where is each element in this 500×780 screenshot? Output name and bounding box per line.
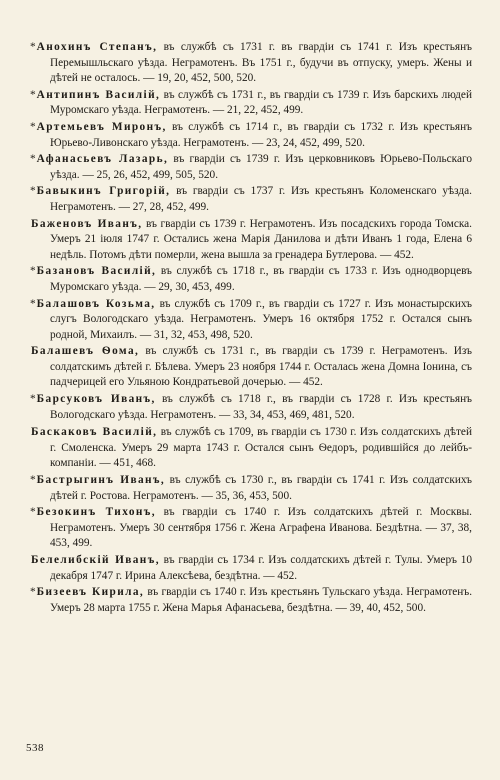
- entry-bazhenov: [30, 217, 472, 264]
- entry-balashev: [30, 344, 472, 391]
- entry-bezokin: [30, 505, 472, 552]
- entry-star-marker: *: [30, 120, 36, 133]
- entry-star-marker: *: [30, 586, 36, 599]
- entry-name: Белелибскій Иванъ,: [31, 554, 160, 566]
- entry-list: [30, 40, 472, 617]
- entry-star-marker: *: [30, 297, 36, 310]
- entry-name: Барсуковъ Иванъ,: [36, 393, 156, 406]
- entry-name: Баженовъ Иванъ,: [31, 217, 143, 230]
- entry-name: Бастрыгинъ Иванъ,: [36, 474, 166, 487]
- entry-star-marker: *: [30, 88, 36, 101]
- entry-bastrygin: [30, 473, 472, 504]
- page-number: 538: [26, 742, 44, 754]
- entry-barsukov: [30, 392, 472, 423]
- entry-text: въ гвардіи съ 1740 г. Изъ крестьянъ Тульскаго уѣзда. Неграмотенъ. Умеръ 28 марта 1755 г. Жена Марья Афанасьева, бездѣтна. — 39, 40, 452, 500.: [50, 586, 473, 614]
- entry-balashov: [30, 297, 472, 344]
- entry-text: въ службѣ съ 1709, въ гвардіи съ 1730 г. Изъ солдатскихъ дѣтей г. Смоленска. Умеръ 29 марта 1743 г. Остался сынъ Ѳедоръ, родившійся до лейбъ-компаніи. — 451, 468.: [50, 426, 472, 470]
- entry-name: Бавыкинъ Григорій,: [36, 185, 171, 198]
- entry-name: Артемьевъ Миронъ,: [36, 120, 167, 133]
- entry-bazanov: [30, 264, 472, 295]
- entry-name: Безокинъ Тихонъ,: [36, 506, 156, 519]
- entry-star-marker: *: [30, 265, 36, 278]
- entry-text: въ службѣ съ 1731 г., въ гвардіи съ 1739 г. Изъ барскихъ людей Муромскаго уѣзда. Неграмотенъ. — 21, 22, 452, 499.: [50, 88, 472, 117]
- entry-afanasyev: [30, 152, 472, 183]
- entry-name: Базановъ Василій,: [36, 265, 157, 278]
- entry-name: Балашевъ Ѳома,: [31, 345, 140, 358]
- entry-baskakov: [30, 425, 472, 472]
- entry-anokhin: [30, 40, 472, 87]
- entry-star-marker: *: [30, 393, 36, 406]
- entry-text: въ гвардіи съ 1734 г. Изъ солдатскихъ дѣтей г. Тулы. Умеръ 10 декабря 1747 г. Ирина Алексѣева, бездѣтна. — 452.: [50, 554, 472, 582]
- entry-text: въ гвардіи съ 1739 г. Неграмотенъ. Изъ посадскихъ города Томска. Умеръ 21 іюля 1747 г. Остались жена Марія Данилова и дѣти Иванъ 1 года, Елена 6 недѣль. Потомъ дѣти померли, жена вышла за гренадера Бутлерова. — 452.: [50, 217, 472, 261]
- entry-text: въ службѣ съ 1731 г., въ гвардіи съ 1739 г. Неграмотенъ. Изъ солдатскимъ дѣтей г. Бѣлева. Умеръ 23 ноября 1744 г. Осталась жена Домна Іонина, съ падчерицей его Ульяною Кондратьевой дочерью. — 452.: [50, 345, 472, 389]
- entry-text: въ службѣ съ 1731 г. въ гвардіи съ 1741 г. Изъ крестьянъ Перемышльскаго уѣзда. Неграмотенъ. Въ 1751 г., будучи въ отпуску, умеръ. Жены и дѣтей не осталось. — 19, 20, 452, 500, 520.: [50, 41, 472, 85]
- entry-antipin: [30, 88, 472, 119]
- entry-text: въ службѣ съ 1730 г., въ гвардіи съ 1741 г. Изъ солдатскихъ дѣтей г. Ростова. Неграмотенъ. — 35, 36, 453, 500.: [50, 474, 472, 502]
- entry-star-marker: *: [30, 153, 36, 166]
- entry-name: Баскаковъ Василій,: [31, 426, 158, 439]
- entry-text: въ службѣ съ 1718 г., въ гвардіи съ 1728 г. Изъ крестьянъ Вологодскаго уѣзда. Неграмотенъ. — 33, 34, 453, 469, 481, 520.: [50, 393, 473, 421]
- entry-name: Афанасьевъ Лазарь,: [36, 153, 169, 166]
- entry-text: въ службѣ съ 1709 г., въ гвардіи съ 1727 г. Изъ монастырскихъ слугъ Вологодскаго уѣзда. Неграмотенъ. Умеръ 16 октября 1752 г. Остался сынъ родной, Михаилъ. — 31, 32, 453, 498, 520.: [50, 297, 472, 341]
- entry-name: Анохинъ Степанъ,: [36, 41, 158, 53]
- entry-artemyev: [30, 120, 472, 151]
- entry-text: въ гвардіи съ 1737 г. Изъ крестьянъ Коломенскаго уѣзда. Неграмотенъ. — 27, 28, 452, 499.: [50, 185, 472, 213]
- entry-text: въ гвардіи съ 1739 г. Изъ церковниковъ Юрьево-Польскаго уѣзда. — 25, 26, 452, 499, 505, 520.: [50, 153, 472, 181]
- entry-name: Балашовъ Козьма,: [36, 297, 156, 310]
- entry-bavykin: [30, 184, 472, 215]
- entry-text: въ гвардіи съ 1740 г. Изъ солдатскихъ дѣтей г. Москвы. Неграмотенъ. Умеръ 30 сентября 1756 г. Жена Аграфена Иванова. Бездѣтна. — 37, 38, 453, 499.: [50, 506, 472, 550]
- entry-name: Антипинъ Василій,: [36, 88, 161, 101]
- entry-text: въ службѣ съ 1718 г., въ гвардіи съ 1733 г. Изъ однодворцевъ Муромскаго уѣзда. — 29, 30, 453, 499.: [50, 265, 473, 293]
- entry-name: Бизеевъ Кирила,: [36, 586, 145, 599]
- entry-star-marker: *: [30, 474, 36, 487]
- entry-star-marker: *: [30, 41, 36, 53]
- entry-text: въ службѣ съ 1714 г., въ гвардіи съ 1732 г. Изъ крестьянъ Юрьево-Ливонскаго уѣзда. Неграмотенъ. — 23, 24, 452, 499, 520.: [50, 120, 472, 149]
- entry-star-marker: *: [30, 506, 36, 519]
- entry-bizeev: [30, 585, 472, 616]
- entry-star-marker: *: [30, 185, 36, 198]
- entry-belelibsky: [30, 553, 472, 584]
